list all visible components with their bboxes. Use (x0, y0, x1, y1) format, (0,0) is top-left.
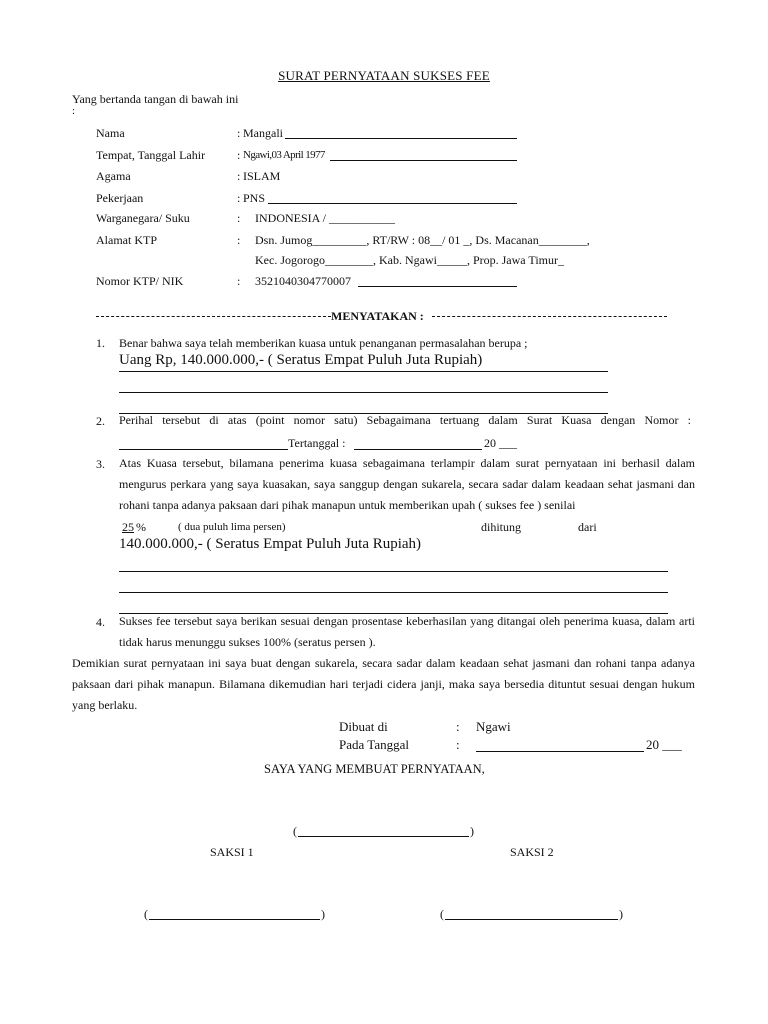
item-underline (119, 571, 668, 572)
nomor-underline (119, 449, 288, 450)
percent-words: ( dua puluh lima persen) (178, 521, 286, 533)
intro-text: Yang bertanda tangan di bawah ini (72, 92, 239, 106)
item-filled-value: Uang Rp, 140.000.000,- ( Seratus Empat Puluh Juta Rupiah) (119, 352, 483, 368)
paren-close: ) (321, 907, 325, 921)
field-label-ttl: Tempat, Tanggal Lahir (96, 148, 206, 162)
field-colon: : (237, 274, 241, 288)
paren-open: ( (293, 824, 297, 838)
paren-open: ( (440, 907, 444, 921)
item-underline (119, 392, 608, 393)
date-colon: : (456, 737, 460, 752)
item-underline (119, 592, 668, 593)
tertanggal-underline (354, 449, 482, 450)
paren-open: ( (144, 907, 148, 921)
place-colon: : (456, 719, 460, 734)
field-underline (285, 138, 517, 139)
date-label: Pada Tanggal (339, 737, 409, 752)
paren-close: ) (470, 824, 474, 838)
divider-label: MENYATAKAN : (331, 309, 424, 323)
intro-colon: : (72, 105, 76, 117)
item-number: 2. (96, 414, 105, 428)
field-value-ttl: Ngawi,03 April 1977 (243, 149, 325, 161)
signature-underline (298, 836, 469, 837)
field-colon: : (237, 191, 241, 205)
field-label-nik: Nomor KTP/ NIK (96, 274, 184, 288)
item-underline (119, 371, 608, 372)
item-number: 1. (96, 336, 105, 350)
tertanggal-year: 20 ___ (484, 436, 517, 450)
field-value-nik: 3521040304770007 (255, 274, 351, 288)
divider-dash-left (96, 316, 331, 317)
field-colon: : (237, 126, 241, 140)
dihitung-label: dihitung (481, 520, 522, 534)
item-text: Sukses fee tersebut saya berikan sesuai dengan prosentase keberhasilan yang ditangai oleh penerima kuasa, dalam arti tidak harus menunggu sukses 100% (seratus persen ). (119, 614, 695, 649)
dari-label: dari (578, 520, 597, 534)
field-label-agama: Agama (96, 169, 131, 183)
field-underline (268, 203, 517, 204)
signer-label: SAYA YANG MEMBUAT PERNYATAAN, (264, 762, 485, 776)
divider-dash-right (432, 316, 667, 317)
field-value-alamat-1: Dsn. Jumog_________, RT/RW : 08__/ 01 _, Ds. Macanan________, (255, 233, 590, 247)
item-text: Atas Kuasa tersebut, bilamana penerima kuasa sebagaimana terlampir dalam surat pernyataan ini berhasil dalam mengurus perkara yang saya kuasakan, saya sanggup dengan sukarela, secara sadar dalam keadaan sehat jasmani dan rohani tanpa adanya paksaan dari pihak manapun untuk memberikan upah ( sukses fee ) senilai (119, 456, 695, 512)
field-underline (330, 160, 517, 161)
paren-close: ) (619, 907, 623, 921)
field-label-pekerjaan: Pekerjaan (96, 191, 144, 205)
place-label: Dibuat di (339, 719, 388, 734)
signature-underline (149, 919, 320, 920)
field-label-nama: Nama (96, 126, 125, 140)
percent-value: 25 (122, 520, 134, 534)
field-value-pekerjaan: PNS (243, 191, 266, 205)
item-text: Perihal tersebut di atas (point nomor satu) Sebagaimana tertuang dalam Surat Kuasa dengan Nomor : (119, 413, 691, 427)
field-value-warganegara: INDONESIA / ___________ (255, 211, 395, 225)
date-underline (476, 751, 644, 752)
place-value: Ngawi (476, 719, 511, 734)
item-filled-value: 140.000.000,- ( Seratus Empat Puluh Juta Rupiah) (119, 536, 422, 552)
field-value-agama: ISLAM (243, 169, 281, 183)
closing-paragraph: Demikian surat pernyataan ini saya buat dengan sukarela, secara sadar dalam keadaan sehat jasmani dan rohani tanpa adanya paksaan dari pihak manapun. Bilamana dikemudian hari terjadi cidera janji, maka saya bersedia dituntut sesuai dengan hukum yang berlaku. (72, 656, 695, 712)
field-value-nama: Mangali (243, 126, 283, 140)
field-label-warganegara: Warganegara/ Suku (96, 211, 190, 225)
field-value-alamat-2: Kec. Jogorogo________, Kab. Ngawi_____, Prop. Jawa Timur_ (255, 253, 564, 267)
item-text: Benar bahwa saya telah memberikan kuasa untuk penanganan permasalahan berupa ; (119, 336, 528, 350)
date-year: 20 ___ (646, 737, 682, 752)
tertanggal-label: Tertanggal : (288, 436, 346, 450)
witness-2-label: SAKSI 2 (510, 845, 554, 859)
field-colon: : (237, 148, 241, 162)
field-colon: : (237, 169, 241, 183)
witness-1-label: SAKSI 1 (210, 845, 254, 859)
item-number: 3. (96, 457, 105, 471)
field-label-alamat: Alamat KTP (96, 233, 157, 247)
field-underline (358, 286, 517, 287)
document-title: SURAT PERNYATAAN SUKSES FEE (278, 68, 490, 83)
item-number: 4. (96, 615, 105, 629)
percent-sign: % (136, 520, 146, 534)
field-colon: : (237, 211, 241, 225)
field-colon: : (237, 233, 241, 247)
signature-underline (445, 919, 618, 920)
